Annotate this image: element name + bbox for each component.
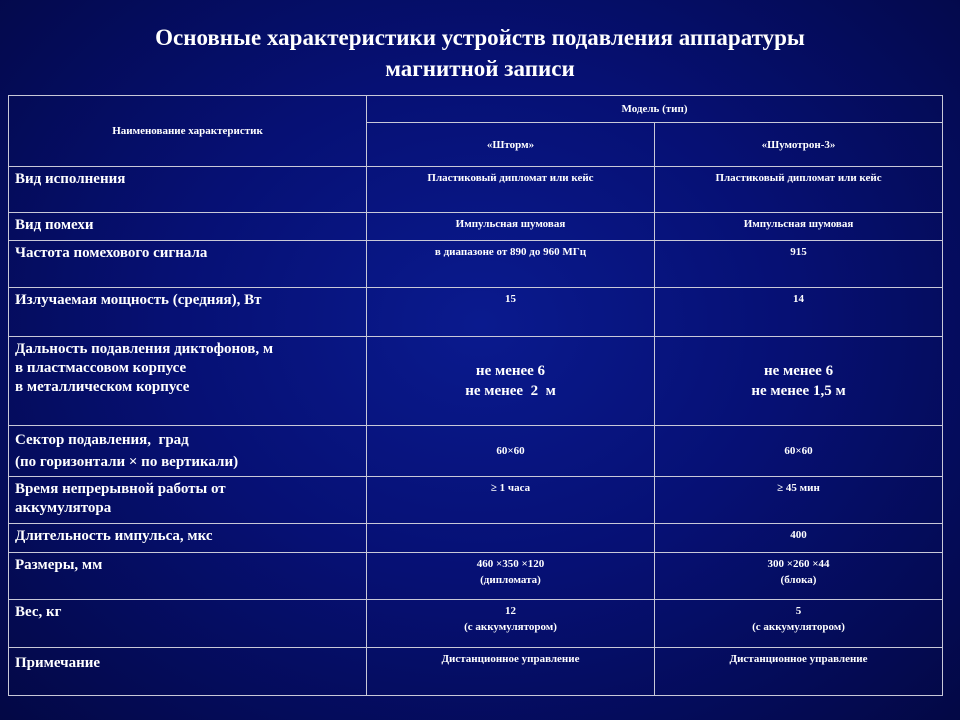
row-label: [9, 337, 367, 426]
row-label: [9, 477, 367, 524]
row-label: Вид исполнения: [9, 167, 367, 213]
value-line: не менее 1,5 м: [751, 383, 846, 399]
table-row: [9, 426, 943, 477]
value-line: не менее 2 м: [465, 383, 556, 399]
value-line: 12: [505, 605, 516, 617]
row-label: Излучаемая мощность (средняя), Вт: [9, 288, 367, 337]
table-row: [9, 524, 943, 553]
row-value-shtorm: [367, 337, 655, 426]
value-line: 300 ×260 ×44: [767, 558, 830, 570]
row-value-shumotron: Импульсная шумовая: [655, 213, 943, 241]
row-value-shumotron: 915: [655, 241, 943, 288]
row-value-shumotron: [655, 600, 943, 648]
row-label: Длительность импульса, мкс: [9, 524, 367, 553]
characteristics-table: [8, 95, 943, 696]
header-model: Модель (тип): [367, 96, 943, 123]
row-label: Вес, кг: [9, 600, 367, 648]
value-line: не менее 6: [475, 363, 546, 379]
row-value-shumotron: Дистанционное управление: [655, 648, 943, 696]
row-value-shtorm: Импульсная шумовая: [367, 213, 655, 241]
row-value-shtorm: [367, 524, 655, 553]
slide-title: [60, 22, 900, 84]
slide-title-line-2: магнитной записи: [385, 56, 575, 81]
table-row: [9, 337, 943, 426]
value-line: (с аккумулятором): [464, 621, 557, 633]
value-line: 5: [795, 605, 802, 617]
value-line: (дипломата): [480, 574, 541, 586]
row-label: [9, 426, 367, 477]
table-row: [9, 241, 943, 288]
row-label-line: Время непрерывной работы от: [15, 481, 226, 497]
table-row: [9, 288, 943, 337]
row-value-shumotron: Пластиковый дипломат или кейс: [655, 167, 943, 213]
slide-title-line-1: Основные характеристики устройств подавления аппаратуры: [155, 25, 805, 50]
row-label: Частота помехового сигнала: [9, 241, 367, 288]
row-label: Примечание: [9, 648, 367, 696]
row-label: Размеры, мм: [9, 553, 367, 600]
row-label-line: в металлическом корпусе: [15, 379, 190, 395]
value-line: 460 ×350 ×120: [476, 558, 545, 570]
table-row: [9, 167, 943, 213]
value-line: (с аккумулятором): [752, 621, 845, 633]
row-value-shtorm: 60×60: [367, 426, 655, 477]
row-value-shtorm: Пластиковый дипломат или кейс: [367, 167, 655, 213]
row-label-line: (по горизонтали × по вертикали): [15, 454, 239, 470]
row-value-shtorm: [367, 600, 655, 648]
row-value-shtorm: ≥ 1 часа: [367, 477, 655, 524]
row-value-shumotron: ≥ 45 мин: [655, 477, 943, 524]
row-value-shumotron: 60×60: [655, 426, 943, 477]
row-label-line: Сектор подавления, град: [15, 432, 189, 448]
table-row: [9, 648, 943, 696]
value-line: не менее 6: [763, 363, 834, 379]
header-col-shtorm: «Шторм»: [367, 123, 655, 167]
row-label: Вид помехи: [9, 213, 367, 241]
row-label-line: Дальность подавления диктофонов, м: [15, 341, 274, 357]
row-value-shumotron: 400: [655, 524, 943, 553]
row-label-line: в пластмассовом корпусе: [15, 360, 187, 376]
value-line: (блока): [780, 574, 817, 586]
row-value-shtorm: 15: [367, 288, 655, 337]
table-row: [9, 213, 943, 241]
row-value-shtorm: Дистанционное управление: [367, 648, 655, 696]
row-value-shumotron: [655, 337, 943, 426]
table-row: [9, 477, 943, 524]
row-value-shumotron: 14: [655, 288, 943, 337]
row-value-shtorm: в диапазоне от 890 до 960 МГц: [367, 241, 655, 288]
header-characteristic: Наименование характеристик: [9, 96, 367, 167]
row-value-shumotron: [655, 553, 943, 600]
table-row: [9, 600, 943, 648]
header-col-shumotron: «Шумотрон-3»: [655, 123, 943, 167]
row-label-line: аккумулятора: [15, 500, 112, 516]
table-header-row: [9, 96, 943, 123]
row-value-shtorm: [367, 553, 655, 600]
table-row: [9, 553, 943, 600]
